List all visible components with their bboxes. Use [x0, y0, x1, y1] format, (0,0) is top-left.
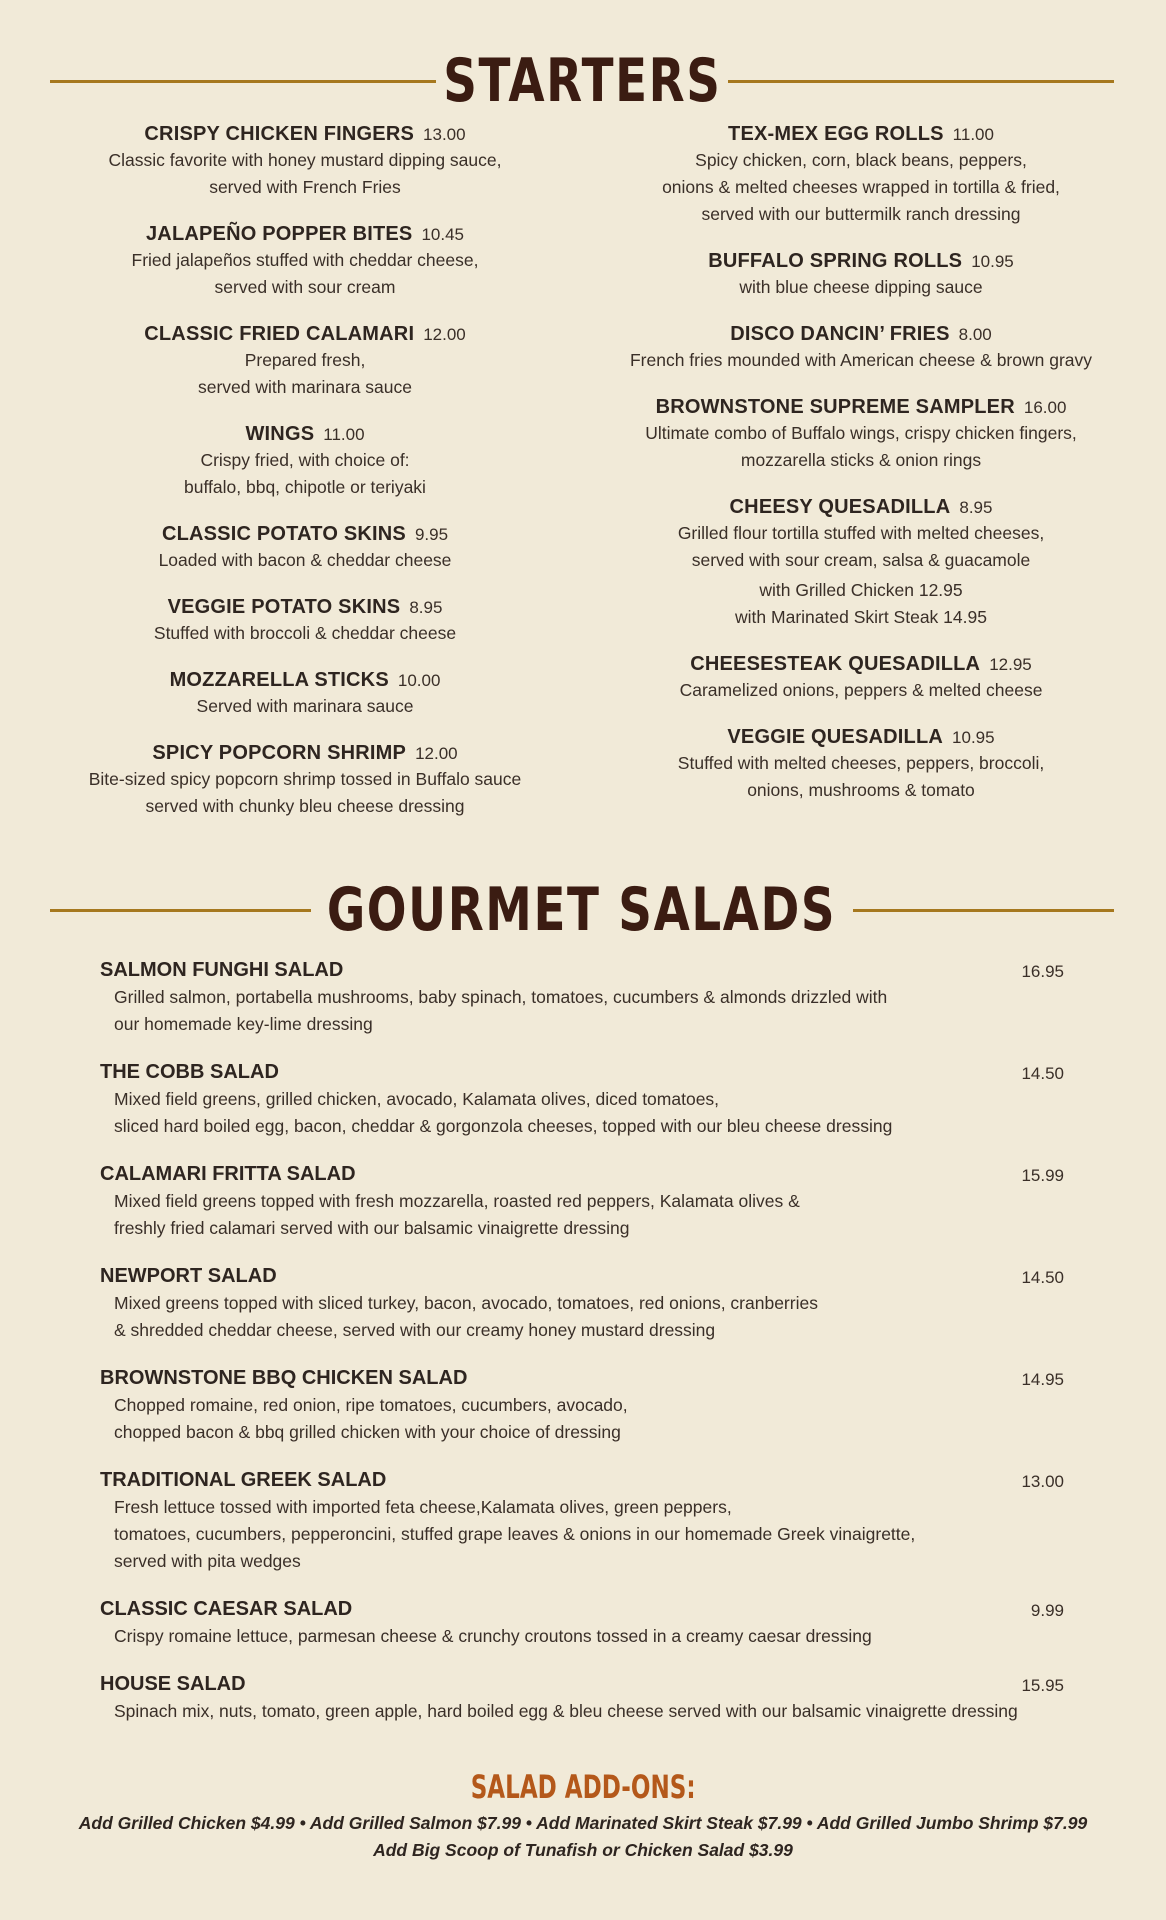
item-description: Classic favorite with honey mustard dipping sauce, served with French Fries	[108, 150, 502, 197]
item-name: WINGS	[245, 423, 315, 445]
item-description: with blue cheese dipping sauce	[739, 277, 983, 297]
item-price: 13.00	[423, 125, 466, 144]
salad-description: Crispy romaine lettuce, parmesan cheese & crunchy croutons tossed in a creamy caesar dressing	[114, 1626, 872, 1646]
salad-price: 9.99	[1030, 1601, 1064, 1620]
item-price: 8.95	[409, 598, 443, 617]
starters-left-column	[50, 122, 560, 841]
item-name: TEX-MEX EGG ROLLS	[728, 123, 944, 145]
item-price: 10.00	[397, 671, 441, 690]
header-rule-right	[853, 909, 1114, 912]
item-name: CRISPY CHICKEN FINGERS	[144, 123, 415, 145]
salad-item	[100, 1467, 1064, 1575]
item-price: 12.95	[989, 655, 1032, 674]
starters-right-column	[600, 122, 1122, 825]
salad-name: CLASSIC CAESAR SALAD	[100, 1598, 353, 1620]
item-price: 9.95	[414, 525, 449, 544]
menu-item	[50, 222, 560, 301]
item-description: French fries mounded with American cheese & brown gravy	[629, 350, 1093, 370]
menu-item	[600, 122, 1122, 228]
header-rule-right	[728, 80, 1114, 83]
salad-price: 13.00	[1021, 1472, 1064, 1491]
salad-addons	[0, 1768, 1166, 1864]
item-description: Served with marinara sauce	[196, 696, 414, 716]
menu-item	[600, 395, 1122, 474]
item-price: 10.95	[952, 728, 995, 747]
starters-title: STARTERS	[442, 46, 722, 116]
salad-description: Mixed field greens topped with fresh mozzarella, roasted red peppers, Kalamata olives & freshly fried calamari served with our balsamic vinaigrette dressing	[114, 1191, 800, 1238]
salad-price: 15.95	[1021, 1676, 1064, 1695]
salad-price: 15.99	[1021, 1166, 1064, 1185]
salad-item	[100, 1365, 1064, 1446]
salad-price: 14.50	[1021, 1064, 1064, 1083]
item-description: Stuffed with broccoli & cheddar cheese	[153, 623, 457, 643]
salad-description: Chopped romaine, red onion, ripe tomatoes, cucumbers, avocado, chopped bacon & bbq grilled chicken with your choice of dressing	[114, 1395, 628, 1442]
salad-name: TRADITIONAL GREEK SALAD	[100, 1469, 387, 1491]
item-name: SPICY POPCORN SHRIMP	[152, 742, 407, 764]
salad-item	[100, 1263, 1064, 1344]
menu-item	[50, 122, 560, 201]
item-price: 10.45	[421, 225, 465, 244]
header-rule-left	[50, 909, 311, 912]
item-upgrade-options: with Grilled Chicken 12.95 with Marinated Skirt Steak 14.95	[735, 580, 987, 627]
salad-description: Mixed greens topped with sliced turkey, bacon, avocado, tomatoes, red onions, cranberries & shredded cheddar cheese, served with our creamy honey mustard dressing	[114, 1293, 818, 1340]
salad-description: Spinach mix, nuts, tomato, green apple, hard boiled egg & bleu cheese served with our balsamic vinaigrette dressing	[114, 1701, 1018, 1721]
item-price: 12.00	[423, 325, 466, 344]
salad-item	[100, 1596, 1064, 1650]
salad-item	[100, 1161, 1064, 1242]
item-name: CLASSIC FRIED CALAMARI	[144, 323, 415, 345]
salad-name: HOUSE SALAD	[100, 1673, 246, 1695]
salads-header	[50, 875, 1114, 945]
item-name: CLASSIC POTATO SKINS	[161, 523, 406, 545]
item-name: VEGGIE POTATO SKINS	[167, 596, 401, 618]
item-description: Bite-sized spicy popcorn shrimp tossed in Buffalo sauce served with chunky bleu cheese dressing	[88, 769, 522, 816]
menu-item	[600, 495, 1122, 631]
salad-name: THE COBB SALAD	[100, 1061, 279, 1083]
salad-item	[100, 1059, 1064, 1140]
item-name: DISCO DANCIN’ FRIES	[730, 323, 950, 345]
starters-header	[50, 46, 1114, 116]
item-price: 16.00	[1023, 398, 1067, 417]
item-description: Loaded with bacon & cheddar cheese	[158, 550, 452, 570]
salad-description: Mixed field greens, grilled chicken, avocado, Kalamata olives, diced tomatoes, sliced hard boiled egg, bacon, cheddar & gorgonzola cheeses, topped with our bleu cheese dressing	[114, 1089, 893, 1136]
salad-item	[100, 957, 1064, 1038]
menu-item	[50, 668, 560, 720]
item-description: Prepared fresh, served with marinara sauce	[198, 350, 412, 397]
menu-item	[50, 595, 560, 647]
salad-name: SALMON FUNGHI SALAD	[100, 959, 344, 981]
item-name: BROWNSTONE SUPREME SAMPLER	[655, 396, 1015, 418]
addons-line: Add Grilled Chicken $4.99 • Add Grilled Salmon $7.99 • Add Marinated Skirt Steak $7.99 • Add Grilled Jumbo Shrimp $7.99	[78, 1813, 1088, 1833]
item-description: Crispy fried, with choice of: buffalo, bbq, chipotle or teriyaki	[184, 450, 426, 497]
menu-item	[50, 741, 560, 820]
menu-item	[50, 522, 560, 574]
salad-name: NEWPORT SALAD	[100, 1265, 277, 1287]
salad-name: BROWNSTONE BBQ CHICKEN SALAD	[100, 1367, 468, 1389]
item-price: 12.00	[415, 744, 458, 763]
item-price: 11.00	[323, 425, 365, 444]
header-rule-left	[50, 80, 436, 83]
item-price: 10.95	[971, 252, 1014, 271]
salads-list	[100, 957, 1064, 1746]
item-name: BUFFALO SPRING ROLLS	[708, 250, 963, 272]
item-name: JALAPEÑO POPPER BITES	[145, 223, 413, 245]
menu-item	[600, 249, 1122, 301]
item-name: VEGGIE QUESADILLA	[727, 726, 944, 748]
salad-name: CALAMARI FRITTA SALAD	[100, 1163, 356, 1185]
menu-item	[600, 725, 1122, 804]
item-price: 8.95	[959, 498, 993, 517]
item-price: 11.00	[952, 125, 994, 144]
salad-item	[100, 1671, 1064, 1725]
item-name: CHEESESTEAK QUESADILLA	[690, 653, 981, 675]
item-description: Spicy chicken, corn, black beans, peppers, onions & melted cheeses wrapped in tortilla & fried, served with our buttermilk ranch dressing	[662, 150, 1060, 224]
menu-item	[600, 652, 1122, 704]
item-description: Ultimate combo of Buffalo wings, crispy chicken fingers, mozzarella sticks & onion rings	[645, 423, 1077, 470]
item-name: CHEESY QUESADILLA	[729, 496, 951, 518]
salad-price: 14.95	[1021, 1370, 1064, 1389]
addons-line: Add Big Scoop of Tunafish or Chicken Salad $3.99	[373, 1840, 793, 1860]
item-price: 8.00	[958, 325, 992, 344]
salad-description: Grilled salmon, portabella mushrooms, baby spinach, tomatoes, cucumbers & almonds drizzled with our homemade key-lime dressing	[114, 987, 888, 1034]
item-description: Grilled flour tortilla stuffed with melted cheeses, served with sour cream, salsa & guacamole	[677, 523, 1045, 570]
salad-description: Fresh lettuce tossed with imported feta cheese,Kalamata olives, green peppers, tomatoes, cucumbers, pepperoncini, stuffed grape leaves & onions in our homemade Greek vinaigrette, served with pita wedges	[114, 1497, 916, 1571]
salad-price: 14.50	[1021, 1268, 1064, 1287]
item-description: Stuffed with melted cheeses, peppers, broccoli, onions, mushrooms & tomato	[677, 753, 1045, 800]
salads-title: GOURMET SALADS	[327, 875, 837, 945]
item-name: MOZZARELLA STICKS	[169, 669, 389, 691]
item-description: Caramelized onions, peppers & melted cheese	[679, 680, 1043, 700]
menu-item	[600, 322, 1122, 374]
menu-item	[50, 422, 560, 501]
item-description: Fried jalapeños stuffed with cheddar cheese, served with sour cream	[131, 250, 479, 297]
menu-item	[50, 322, 560, 401]
salad-price: 16.95	[1021, 962, 1064, 981]
addons-title: SALAD ADD-ONS:	[470, 1768, 696, 1806]
